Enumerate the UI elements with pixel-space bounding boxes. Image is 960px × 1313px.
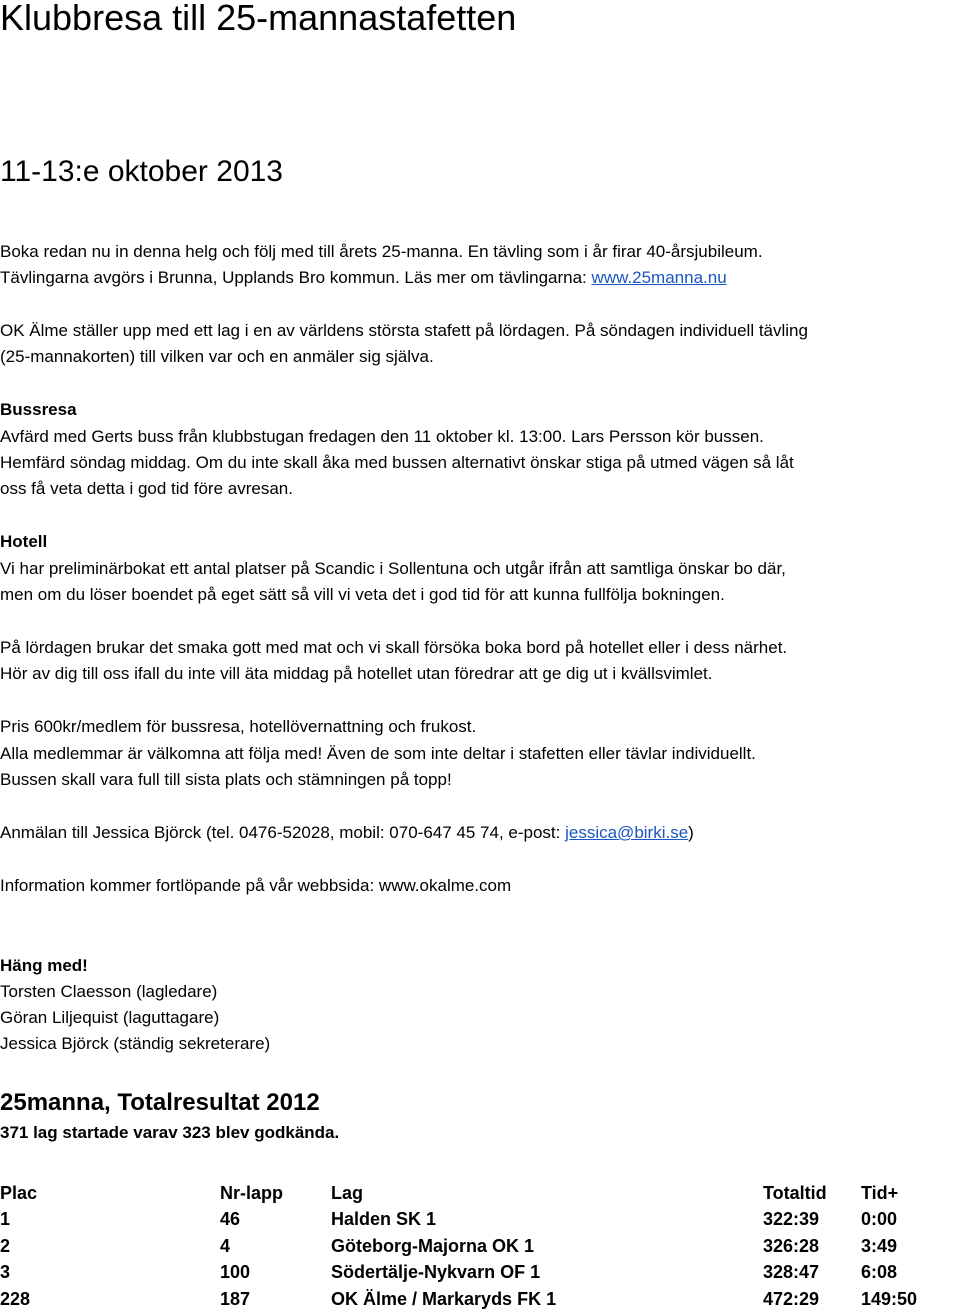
event-website-link[interactable]: www.25manna.nu — [591, 268, 727, 287]
results-heading: 25manna, Totalresultat 2012 — [0, 1089, 320, 1116]
table-row — [0, 1207, 941, 1234]
results-subheading: 371 lag startade varav 323 blev godkända. — [0, 1123, 340, 1142]
email-link[interactable]: jessica@birki.se — [565, 823, 689, 842]
closing-heading: Häng med! — [0, 956, 88, 975]
cell-totaltid: 328:47 — [763, 1262, 820, 1283]
cell-nr-lapp: 4 — [220, 1235, 231, 1256]
signature-1: Torsten Claesson (lagledare) — [0, 982, 218, 1001]
cell-tid-plus: 149:50 — [861, 1288, 918, 1309]
intro-line-2 — [0, 265, 727, 291]
table-row — [0, 1233, 941, 1260]
signup-line — [0, 820, 694, 846]
bus-line-3: oss få veta detta i god tid före avresan. — [0, 479, 293, 498]
table-row — [0, 1260, 941, 1287]
col-nr-lapp: Nr-lapp — [220, 1182, 283, 1203]
price-line-2: Alla medlemmar är välkomna att följa med! Även de som inte deltar i stafetten eller tävlar individuellt. — [0, 744, 756, 763]
relay-line-2: (25-mannakorten) till vilken var och en anmäler sig själva. — [0, 347, 434, 366]
cell-nr-lapp: 100 — [220, 1262, 251, 1283]
cell-totaltid: 322:39 — [763, 1209, 820, 1230]
table-row — [0, 1286, 941, 1313]
bus-heading: Bussresa — [0, 400, 77, 419]
cell-nr-lapp: 46 — [220, 1209, 241, 1230]
results-header-row — [0, 1180, 941, 1207]
bus-line-1: Avfärd med Gerts buss från klubbstugan fredagen den 11 oktober kl. 13:00. Lars Persson kör bussen. — [0, 427, 764, 446]
price-line-1: Pris 600kr/medlem för bussresa, hotellövernattning och frukost. — [0, 717, 477, 736]
cell-totaltid: 326:28 — [763, 1235, 820, 1256]
col-totaltid: Totaltid — [763, 1182, 827, 1203]
col-lag: Lag — [331, 1182, 364, 1203]
hotel-line-1: Vi har preliminärbokat ett antal platser på Scandic i Sollentuna och utgår ifrån att samtliga önskar bo där, — [0, 559, 786, 578]
cell-plac: 3 — [0, 1262, 11, 1283]
cell-tid-plus: 3:49 — [861, 1235, 898, 1256]
cell-tid-plus: 6:08 — [861, 1262, 898, 1283]
cell-plac: 2 — [0, 1235, 11, 1256]
cell-plac: 228 — [0, 1288, 31, 1309]
relay-line-1: OK Älme ställer upp med ett lag i en av världens största stafett på lördagen. På söndagen individuell tävling — [0, 321, 808, 340]
bus-line-2: Hemfärd söndag middag. Om du inte skall åka med bussen alternativt önskar stiga på utmed vägen så låt — [0, 453, 794, 472]
cell-totaltid: 472:29 — [763, 1288, 820, 1309]
signature-3: Jessica Björck (ständig sekreterare) — [0, 1034, 271, 1053]
cell-nr-lapp: 187 — [220, 1288, 251, 1309]
hotel-heading: Hotell — [0, 532, 48, 551]
signature-2: Göran Liljequist (laguttagare) — [0, 1008, 220, 1027]
cell-plac: 1 — [0, 1209, 11, 1230]
event-date: 11-13:e oktober 2013 — [0, 155, 283, 188]
signup-close: ) — [688, 823, 694, 842]
col-plac: Plac — [0, 1182, 38, 1203]
intro-text: Tävlingarna avgörs i Brunna, Upplands Bro kommun. Läs mer om tävlingarna: — [0, 268, 592, 287]
col-tid-plus: Tid+ — [861, 1182, 899, 1203]
page-title: Klubbresa till 25-mannastafetten — [0, 0, 517, 38]
price-line-3: Bussen skall vara full till sista plats och stämningen på topp! — [0, 770, 452, 789]
cell-lag: OK Älme / Markaryds FK 1 — [331, 1288, 557, 1309]
dinner-line-1: På lördagen brukar det smaka gott med mat och vi skall försöka boka bord på hotellet eller i dess närhet. — [0, 638, 788, 657]
results-table — [0, 1180, 941, 1313]
signup-text: Anmälan till Jessica Björck (tel. 0476-52028, mobil: 070-647 45 74, e-post: — [0, 823, 566, 842]
cell-tid-plus: 0:00 — [861, 1209, 898, 1230]
dinner-line-2: Hör av dig till oss ifall du inte vill äta middag på hotellet utan föredrar att ge dig ut i kvällsvimlet. — [0, 664, 713, 683]
hotel-line-2: men om du löser boendet på eget sätt så vill vi veta det i god tid för att kunna fullfölja bokningen. — [0, 585, 725, 604]
intro-line-1: Boka redan nu in denna helg och följ med till årets 25-manna. En tävling som i år firar 40-årsjubileum. — [0, 242, 763, 261]
cell-lag: Göteborg-Majorna OK 1 — [331, 1235, 535, 1256]
info-line: Information kommer fortlöpande på vår webbsida: www.okalme.com — [0, 876, 512, 895]
cell-lag: Halden SK 1 — [331, 1209, 437, 1230]
cell-lag: Södertälje-Nykvarn OF 1 — [331, 1262, 541, 1283]
